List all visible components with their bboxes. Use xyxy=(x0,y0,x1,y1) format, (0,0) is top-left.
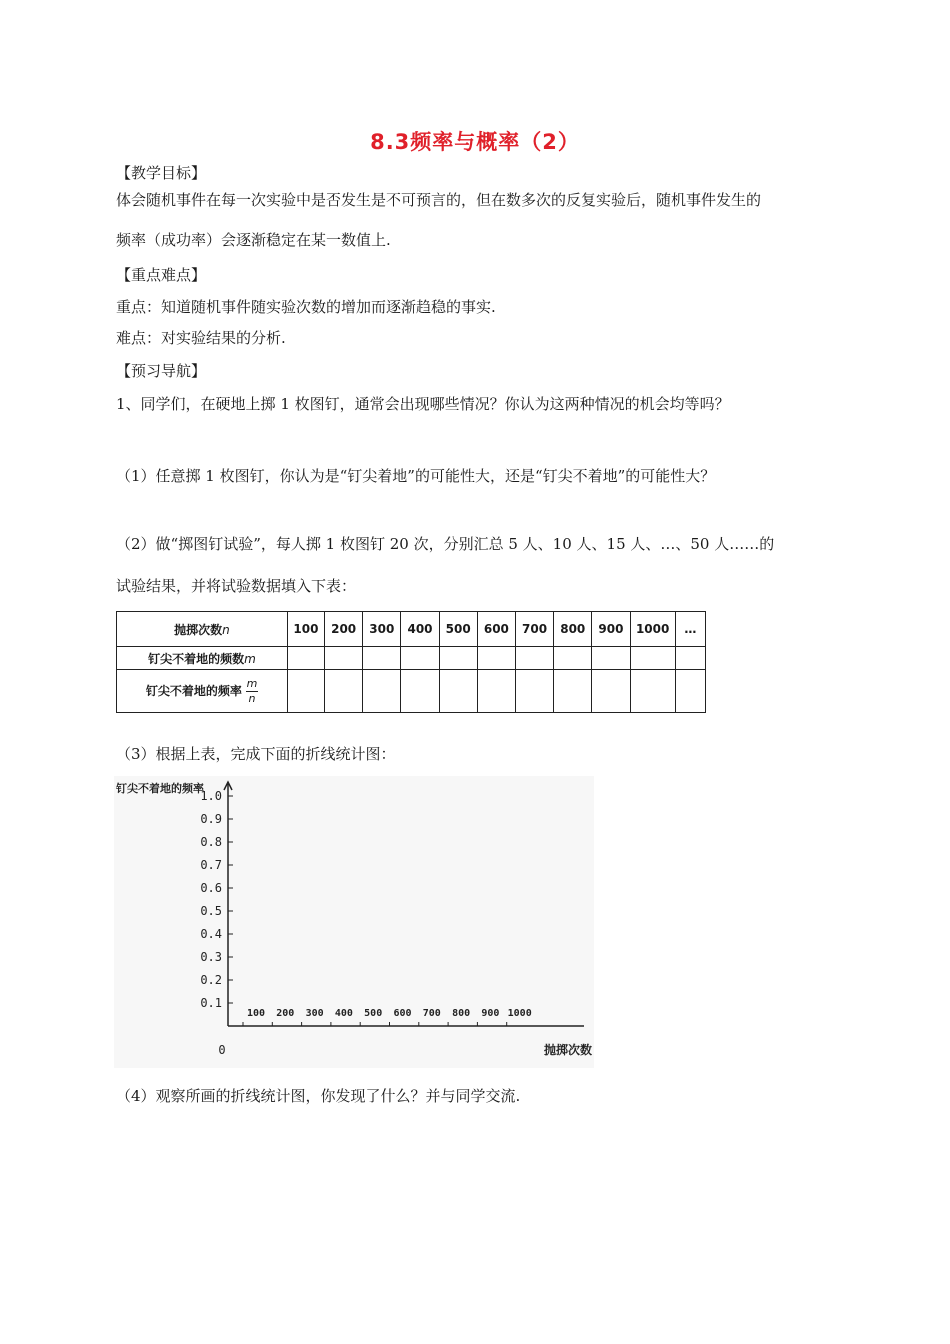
y-tick-label: 1.0 xyxy=(200,789,222,803)
chart-background xyxy=(114,776,594,1068)
table-cell[interactable] xyxy=(554,647,592,670)
table-row xyxy=(117,670,706,713)
y-tick-label: 0.9 xyxy=(200,812,222,826)
table-cell[interactable] xyxy=(401,670,439,713)
question-1-part-2-line2: 试验结果，并将试验数据填入下表： xyxy=(116,577,357,595)
table-cell[interactable] xyxy=(515,670,553,713)
row-variable: n xyxy=(222,622,230,637)
x-tick-label: 400 xyxy=(334,1008,353,1019)
difficulty-text: 难点：对实验结果的分析. xyxy=(116,329,286,347)
table-cell[interactable] xyxy=(592,670,630,713)
table-header-cell: 600 xyxy=(477,612,515,647)
preview-header: 【预习导航】 xyxy=(116,362,207,380)
table-cell[interactable] xyxy=(439,670,477,713)
table-header-cell: 800 xyxy=(554,612,592,647)
y-axis-label: 钉尖不着地的频率 xyxy=(116,782,204,795)
table-cell[interactable] xyxy=(439,647,477,670)
x-axis-label: 抛掷次数 xyxy=(543,1043,592,1057)
y-tick-label: 0.5 xyxy=(200,904,222,918)
table-cell[interactable] xyxy=(363,670,401,713)
y-tick-label: 0.8 xyxy=(200,835,222,849)
table-cell[interactable] xyxy=(287,670,324,713)
question-1: 1、同学们，在硬地上掷 1 枚图钉，通常会出现哪些情况？你认为这两种情况的机会均等吗？ xyxy=(116,395,730,413)
table-header-cell: … xyxy=(675,612,705,647)
table-cell[interactable] xyxy=(401,647,439,670)
x-tick-label: 1000 xyxy=(507,1008,532,1019)
line-chart xyxy=(114,776,594,1068)
origin-label: 0 xyxy=(218,1043,226,1057)
table-cell[interactable] xyxy=(630,670,675,713)
table-cell[interactable] xyxy=(554,670,592,713)
table-row-header xyxy=(117,612,288,647)
table-row-header xyxy=(117,647,288,670)
y-tick-label: 0.7 xyxy=(200,858,222,872)
table-header-cell: 300 xyxy=(363,612,401,647)
table-header-cell: 400 xyxy=(401,612,439,647)
chart-svg xyxy=(114,776,594,1068)
table-cell[interactable] xyxy=(325,647,363,670)
table-cell[interactable] xyxy=(477,647,515,670)
page-title: 8.3频率与概率（2） xyxy=(370,130,580,154)
x-tick-label: 300 xyxy=(305,1008,324,1019)
table-cell[interactable] xyxy=(325,670,363,713)
table-row xyxy=(117,647,706,670)
x-tick-label: 800 xyxy=(452,1008,471,1019)
table-cell[interactable] xyxy=(675,670,705,713)
fraction-m-over-n xyxy=(246,678,258,705)
fraction-numerator: m xyxy=(246,676,258,690)
table-header-cell: 900 xyxy=(592,612,630,647)
table-cell[interactable] xyxy=(477,670,515,713)
x-tick-label: 100 xyxy=(246,1008,266,1019)
goal-header: 【教学目标】 xyxy=(116,164,207,182)
table-header-cell: 500 xyxy=(439,612,477,647)
goal-text-line2: 频率（成功率）会逐渐稳定在某一数值上. xyxy=(116,231,391,249)
table-cell[interactable] xyxy=(287,647,324,670)
table-cell[interactable] xyxy=(515,647,553,670)
x-tick-label: 700 xyxy=(422,1008,441,1019)
x-tick-label: 200 xyxy=(276,1008,295,1019)
row-label: 抛掷次数 xyxy=(174,622,223,637)
key-point-text: 重点：知道随机事件随实验次数的增加而逐渐趋稳的事实. xyxy=(116,298,496,316)
x-tick-label: 500 xyxy=(364,1008,383,1019)
y-tick-label: 0.1 xyxy=(200,996,222,1010)
row-variable: m xyxy=(244,651,256,666)
table-cell[interactable] xyxy=(675,647,705,670)
experiment-table xyxy=(116,611,706,713)
question-1-part-1: （1）任意掷 1 枚图钉，你认为是“钉尖着地”的可能性大，还是“钉尖不着地”的可能性大？ xyxy=(116,467,716,485)
key-header: 【重点难点】 xyxy=(116,266,207,284)
table-row-header xyxy=(117,670,288,713)
x-tick-label: 900 xyxy=(481,1008,500,1019)
table-row xyxy=(117,612,706,647)
row-label: 钉尖不着地的频率 xyxy=(145,683,242,698)
row-label: 钉尖不着地的频数 xyxy=(148,651,245,666)
table-cell[interactable] xyxy=(363,647,401,670)
y-tick-label: 0.4 xyxy=(200,927,222,941)
y-tick-label: 0.3 xyxy=(200,950,222,964)
table-header-cell: 1000 xyxy=(630,612,675,647)
x-tick-label: 600 xyxy=(393,1008,412,1019)
fraction-denominator: n xyxy=(248,691,256,705)
table-header-cell: 100 xyxy=(287,612,324,647)
table-header-cell: 700 xyxy=(515,612,553,647)
question-1-part-4: （4）观察所画的折线统计图，你发现了什么？并与同学交流. xyxy=(116,1087,521,1105)
table-cell[interactable] xyxy=(630,647,675,670)
table-cell[interactable] xyxy=(592,647,630,670)
y-tick-label: 0.2 xyxy=(200,973,222,987)
table-header-cell: 200 xyxy=(325,612,363,647)
y-tick-label: 0.6 xyxy=(200,881,222,895)
question-1-part-3: （3）根据上表，完成下面的折线统计图： xyxy=(116,745,396,763)
goal-text-line1: 体会随机事件在每一次实验中是否发生是不可预言的，但在数多次的反复实验后，随机事件发生的 xyxy=(116,191,762,209)
question-1-part-2-line1: （2）做“掷图钉试验”，每人掷 1 枚图钉 20 次，分别汇总 5 人、10 人、15 人、…、50 人……的 xyxy=(116,535,775,553)
